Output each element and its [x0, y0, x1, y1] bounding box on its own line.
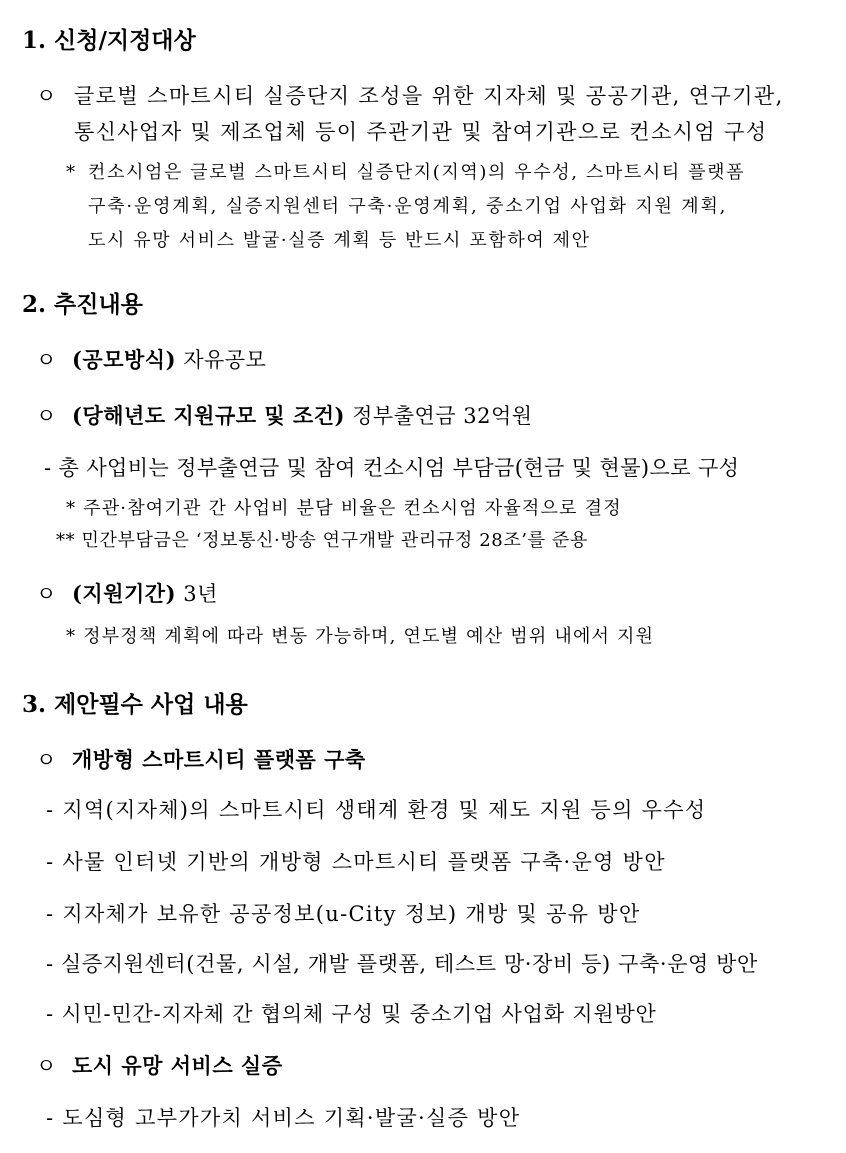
note-text: 구축·운영계획, 실증지원센터 구축·운영계획, 중소기업 사업화 지원 계획, [88, 196, 728, 217]
section-2-heading: 2. 추진내용 [22, 291, 143, 318]
bullet-marker: ㅇ [36, 748, 57, 772]
bullet-label: (당해년도 지원규모 및 조건) [72, 403, 345, 428]
bullet-value: 정부출연금 32억원 [352, 404, 533, 428]
dash-item: - 시민-민간-지자체 간 협의체 구성 및 중소기업 사업화 지원방안 [46, 1002, 657, 1026]
note-marker: * [66, 162, 76, 183]
dash-item: - 총 사업비는 정부출연금 및 참여 컨소시엄 부담금(현금 및 현물)으로 구성 [44, 456, 740, 480]
dash-item: - 도심형 고부가가치 서비스 기획·발굴·실증 방안 [46, 1106, 521, 1130]
bullet-item [72, 344, 266, 374]
bullet-marker: ㅇ [36, 84, 57, 108]
note-text: 도시 유망 서비스 발굴·실증 계획 등 반드시 포함하여 제안 [88, 230, 591, 251]
bullet-label: (지원기간) [72, 581, 177, 606]
dash-item: - 지역(지자체)의 스마트시티 생태계 환경 및 제도 지원 등의 우수성 [46, 798, 707, 822]
dash-item: - 실증지원센터(건물, 시설, 개발 플랫폼, 테스트 망·장비 등) 구축·운영 방안 [46, 952, 758, 976]
bullet-text: 글로벌 스마트시티 실증단지 조성을 위한 지자체 및 공공기관, 연구기관, [74, 84, 784, 108]
bullet-item [72, 578, 218, 608]
bullet-text: 통신사업자 및 제조업체 등이 주관기관 및 참여기관으로 컨소시엄 구성 [74, 120, 768, 144]
bullet-item: 개방형 스마트시티 플랫폼 구축 [72, 747, 366, 772]
section-3-heading: 3. 제안필수 사업 내용 [22, 691, 248, 718]
note-text: * 주관·참여기관 간 사업비 분담 비율은 컨소시엄 자율적으로 결정 [66, 498, 622, 519]
note-text: ** 민간부담금은 ‘정보통신·방송 연구개발 관리규정 28조’를 준용 [56, 530, 588, 551]
dash-item: - 지자체가 보유한 공공정보(u-City 정보) 개방 및 공유 방안 [46, 902, 641, 926]
note-text: * 정부정책 계획에 따라 변동 가능하며, 연도별 예산 범위 내에서 지원 [66, 626, 655, 647]
bullet-item [72, 400, 533, 430]
bullet-marker: ㅇ [36, 348, 57, 372]
bullet-value: 자유공모 [183, 348, 267, 372]
bullet-value: 3년 [183, 582, 218, 606]
bullet-label: (공모방식) [72, 347, 177, 372]
bullet-marker: ㅇ [36, 404, 57, 428]
bullet-marker: ㅇ [36, 1054, 57, 1078]
dash-item: - 사물 인터넷 기반의 개방형 스마트시티 플랫폼 구축·운영 방안 [46, 850, 666, 874]
bullet-marker: ㅇ [36, 582, 57, 606]
note-text: 컨소시엄은 글로벌 스마트시티 실증단지(지역)의 우수성, 스마트시티 플랫폼 [88, 162, 746, 183]
section-1-heading: 1. 신청/지정대상 [22, 27, 196, 54]
bullet-item: 도시 유망 서비스 실증 [72, 1053, 283, 1078]
